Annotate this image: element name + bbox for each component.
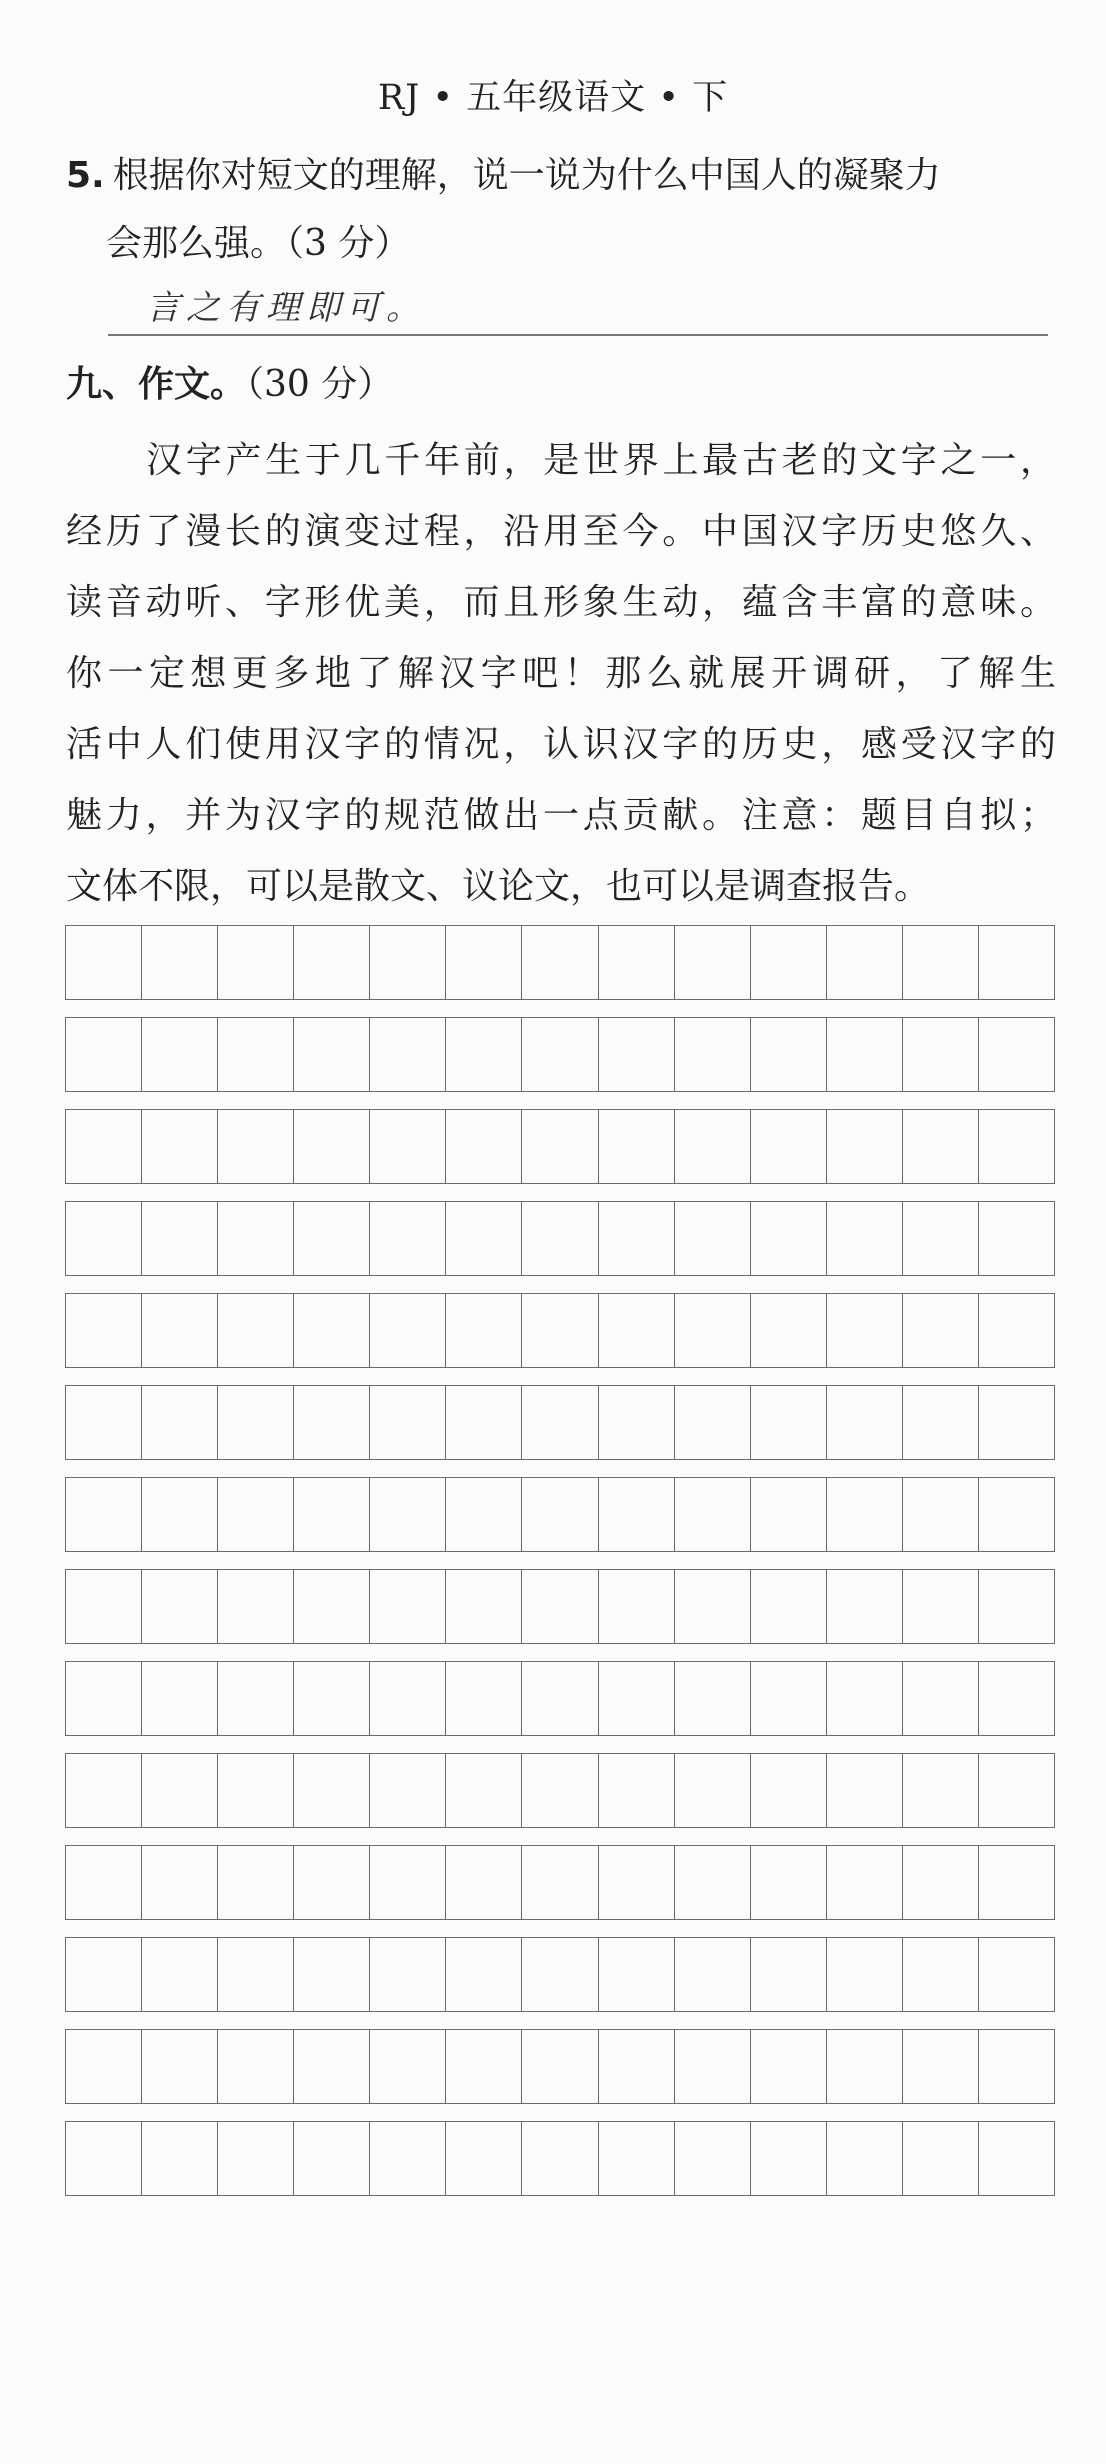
grid-cell[interactable] (903, 1386, 979, 1459)
section-heading (66, 357, 393, 413)
grid-cell[interactable] (370, 926, 446, 999)
grid-cell[interactable] (979, 2122, 1055, 2195)
grid-cell[interactable] (522, 1938, 598, 2011)
grid-cell[interactable] (827, 1938, 903, 2011)
grid-cell[interactable] (827, 1202, 903, 1275)
grid-cell[interactable] (66, 1754, 142, 1827)
grid-row (65, 1385, 1055, 1460)
grid-cell[interactable] (751, 1754, 827, 1827)
grid-cell[interactable] (522, 1754, 598, 1827)
question-text-line-1: 根据你对短文的理解，说一说为什么中国人的凝聚力 (112, 155, 941, 196)
grid-cell[interactable] (599, 2030, 675, 2103)
grid-cell[interactable] (142, 1202, 218, 1275)
prompt-line: 活中人们使用汉字的情况，认识汉字的历史，感受汉字的 (66, 724, 1056, 765)
grid-cell[interactable] (66, 1110, 142, 1183)
grid-cell[interactable] (599, 1846, 675, 1919)
grid-row (65, 1661, 1055, 1736)
grid-cell[interactable] (294, 1662, 370, 1735)
section-points: （30 分） (246, 364, 394, 405)
grid-cell[interactable] (522, 1294, 598, 1367)
grid-cell[interactable] (142, 1386, 218, 1459)
grid-cell[interactable] (751, 1018, 827, 1091)
grid-cell[interactable] (979, 2030, 1055, 2103)
grid-cell[interactable] (675, 1846, 751, 1919)
grid-cell[interactable] (446, 1294, 522, 1367)
grid-cell[interactable] (522, 1018, 598, 1091)
grid-cell[interactable] (751, 1202, 827, 1275)
grid-cell[interactable] (522, 1202, 598, 1275)
grid-cell[interactable] (66, 1662, 142, 1735)
grid-cell[interactable] (751, 1386, 827, 1459)
grid-cell[interactable] (370, 1938, 446, 2011)
grid-cell[interactable] (142, 2122, 218, 2195)
grid-cell[interactable] (751, 1846, 827, 1919)
grid-cell[interactable] (370, 1110, 446, 1183)
grid-cell[interactable] (294, 1386, 370, 1459)
prompt-line: 文体不限，可以是散文、议论文，也可以是调查报告。 (66, 866, 931, 907)
grid-cell[interactable] (979, 1202, 1055, 1275)
grid-row (65, 1753, 1055, 1828)
grid-cell[interactable] (142, 1110, 218, 1183)
grid-cell[interactable] (675, 1202, 751, 1275)
grid-cell[interactable] (66, 2030, 142, 2103)
grid-row (65, 1937, 1055, 2012)
answer-underline (108, 334, 1048, 336)
grid-cell[interactable] (903, 926, 979, 999)
grid-cell[interactable] (294, 1478, 370, 1551)
grid-cell[interactable] (218, 1294, 294, 1367)
grid-cell[interactable] (446, 1938, 522, 2011)
grid-cell[interactable] (599, 1938, 675, 2011)
grid-cell[interactable] (903, 1662, 979, 1735)
grid-cell[interactable] (827, 1386, 903, 1459)
grid-cell[interactable] (294, 1294, 370, 1367)
grid-cell[interactable] (903, 1570, 979, 1643)
grid-cell[interactable] (903, 1018, 979, 1091)
grid-cell[interactable] (599, 1018, 675, 1091)
grid-row (65, 1017, 1055, 1092)
grid-cell[interactable] (66, 2122, 142, 2195)
grid-row (65, 925, 1055, 1000)
grid-cell[interactable] (142, 1938, 218, 2011)
grid-cell[interactable] (827, 1110, 903, 1183)
writing-grid (65, 925, 1055, 2196)
grid-cell[interactable] (446, 2122, 522, 2195)
grid-cell[interactable] (66, 1570, 142, 1643)
page-header: RJ • 五年级语文 • 下 (377, 78, 729, 118)
grid-cell[interactable] (827, 1754, 903, 1827)
grid-row (65, 2029, 1055, 2104)
grid-cell[interactable] (903, 1846, 979, 1919)
grid-cell[interactable] (446, 1846, 522, 1919)
grid-cell[interactable] (751, 1110, 827, 1183)
grid-cell[interactable] (599, 1754, 675, 1827)
grid-cell[interactable] (446, 926, 522, 999)
grid-cell[interactable] (218, 926, 294, 999)
grid-row (65, 2121, 1055, 2196)
grid-cell[interactable] (827, 1662, 903, 1735)
grid-cell[interactable] (142, 1294, 218, 1367)
grid-cell[interactable] (218, 1386, 294, 1459)
grid-cell[interactable] (979, 1754, 1055, 1827)
grid-cell[interactable] (599, 1478, 675, 1551)
grid-cell[interactable] (142, 1846, 218, 1919)
grid-cell[interactable] (675, 1570, 751, 1643)
prompt-line: 读音动听、字形优美，而且形象生动，蕴含丰富的意味。 (66, 582, 1056, 623)
grid-cell[interactable] (370, 1662, 446, 1735)
grid-row (65, 1477, 1055, 1552)
grid-cell[interactable] (675, 1110, 751, 1183)
grid-cell[interactable] (446, 1018, 522, 1091)
prompt-line: 魅力，并为汉字的规范做出一点贡献。注意：题目自拟； (66, 795, 1056, 836)
grid-cell[interactable] (218, 1846, 294, 1919)
grid-cell[interactable] (599, 1202, 675, 1275)
grid-cell[interactable] (599, 926, 675, 999)
grid-cell[interactable] (979, 1386, 1055, 1459)
section-title: 九、作文。 (66, 364, 247, 405)
prompt-line: 经历了漫长的演变过程，沿用至今。中国汉字历史悠久、 (66, 511, 1056, 552)
grid-cell[interactable] (827, 1478, 903, 1551)
grid-cell[interactable] (446, 1570, 522, 1643)
grid-cell[interactable] (370, 2030, 446, 2103)
grid-cell[interactable] (218, 1018, 294, 1091)
grid-cell[interactable] (751, 926, 827, 999)
grid-cell[interactable] (370, 1754, 446, 1827)
grid-cell[interactable] (827, 1018, 903, 1091)
grid-cell[interactable] (66, 1386, 142, 1459)
grid-cell[interactable] (294, 1110, 370, 1183)
grid-cell[interactable] (903, 1478, 979, 1551)
grid-cell[interactable] (522, 926, 598, 999)
grid-cell[interactable] (903, 1202, 979, 1275)
grid-cell[interactable] (675, 1938, 751, 2011)
grid-row (65, 1201, 1055, 1276)
grid-row (65, 1569, 1055, 1644)
grid-cell[interactable] (979, 1110, 1055, 1183)
grid-cell[interactable] (142, 926, 218, 999)
grid-cell[interactable] (751, 2122, 827, 2195)
grid-cell[interactable] (522, 1386, 598, 1459)
grid-cell[interactable] (522, 1478, 598, 1551)
grid-cell[interactable] (370, 2122, 446, 2195)
grid-cell[interactable] (522, 2122, 598, 2195)
grid-cell[interactable] (294, 1846, 370, 1919)
grid-cell[interactable] (294, 926, 370, 999)
grid-cell[interactable] (370, 1202, 446, 1275)
grid-cell[interactable] (446, 1202, 522, 1275)
grid-cell[interactable] (66, 1202, 142, 1275)
grid-cell[interactable] (675, 2030, 751, 2103)
grid-cell[interactable] (66, 1018, 142, 1091)
grid-row (65, 1845, 1055, 1920)
grid-cell[interactable] (599, 1386, 675, 1459)
grid-cell[interactable] (903, 1754, 979, 1827)
grid-cell[interactable] (370, 1294, 446, 1367)
grid-cell[interactable] (903, 2030, 979, 2103)
grid-cell[interactable] (370, 1478, 446, 1551)
grid-cell[interactable] (446, 1386, 522, 1459)
grid-cell[interactable] (599, 1662, 675, 1735)
grid-cell[interactable] (827, 1846, 903, 1919)
question-text-line-2: 会那么强。（3 分） (106, 223, 411, 264)
grid-cell[interactable] (522, 1570, 598, 1643)
grid-cell[interactable] (446, 1478, 522, 1551)
grid-cell[interactable] (218, 1570, 294, 1643)
grid-cell[interactable] (66, 1846, 142, 1919)
grid-cell[interactable] (370, 1846, 446, 1919)
grid-cell[interactable] (218, 2030, 294, 2103)
grid-cell[interactable] (294, 1202, 370, 1275)
grid-cell[interactable] (979, 1846, 1055, 1919)
grid-cell[interactable] (979, 1938, 1055, 2011)
grid-cell[interactable] (751, 1294, 827, 1367)
grid-cell[interactable] (522, 1110, 598, 1183)
grid-cell[interactable] (675, 1018, 751, 1091)
grid-cell[interactable] (675, 2122, 751, 2195)
grid-cell[interactable] (751, 1570, 827, 1643)
grid-cell[interactable] (218, 1754, 294, 1827)
question-5 (66, 144, 1056, 208)
grid-cell[interactable] (827, 1570, 903, 1643)
grid-cell[interactable] (979, 1018, 1055, 1091)
grid-cell[interactable] (218, 1478, 294, 1551)
grid-cell[interactable] (294, 1570, 370, 1643)
grid-cell[interactable] (979, 1294, 1055, 1367)
grid-cell[interactable] (522, 2030, 598, 2103)
grid-cell[interactable] (827, 926, 903, 999)
question-number: 5. (66, 155, 105, 196)
grid-cell[interactable] (675, 1662, 751, 1735)
grid-cell[interactable] (446, 1110, 522, 1183)
grid-cell[interactable] (675, 1386, 751, 1459)
grid-cell[interactable] (370, 1570, 446, 1643)
grid-cell[interactable] (827, 2122, 903, 2195)
grid-cell[interactable] (903, 1294, 979, 1367)
grid-cell[interactable] (599, 1570, 675, 1643)
grid-cell[interactable] (903, 1938, 979, 2011)
grid-cell[interactable] (294, 1018, 370, 1091)
grid-cell[interactable] (66, 926, 142, 999)
grid-cell[interactable] (218, 1938, 294, 2011)
grid-cell[interactable] (294, 1938, 370, 2011)
grid-cell[interactable] (522, 1846, 598, 1919)
grid-cell[interactable] (218, 1110, 294, 1183)
grid-cell[interactable] (979, 1478, 1055, 1551)
grid-cell[interactable] (142, 1754, 218, 1827)
grid-cell[interactable] (294, 1754, 370, 1827)
grid-cell[interactable] (751, 1662, 827, 1735)
grid-cell[interactable] (142, 2030, 218, 2103)
grid-cell[interactable] (599, 1294, 675, 1367)
essay-prompt (66, 425, 1056, 922)
grid-cell[interactable] (675, 1478, 751, 1551)
grid-cell[interactable] (675, 1754, 751, 1827)
grid-cell[interactable] (446, 1754, 522, 1827)
grid-cell[interactable] (979, 1570, 1055, 1643)
grid-cell[interactable] (446, 1662, 522, 1735)
grid-cell[interactable] (218, 1202, 294, 1275)
grid-cell[interactable] (218, 1662, 294, 1735)
grid-cell[interactable] (370, 1386, 446, 1459)
grid-cell[interactable] (599, 1110, 675, 1183)
grid-cell[interactable] (294, 2122, 370, 2195)
grid-cell[interactable] (827, 1294, 903, 1367)
grid-row (65, 1293, 1055, 1368)
grid-cell[interactable] (751, 2030, 827, 2103)
grid-cell[interactable] (979, 1662, 1055, 1735)
grid-cell[interactable] (522, 1662, 598, 1735)
grid-cell[interactable] (142, 1662, 218, 1735)
grid-cell[interactable] (599, 2122, 675, 2195)
prompt-line: 你一定想更多地了解汉字吧！那么就展开调研，了解生 (66, 653, 1056, 694)
grid-cell[interactable] (370, 1018, 446, 1091)
grid-cell[interactable] (903, 1110, 979, 1183)
grid-cell[interactable] (66, 1294, 142, 1367)
grid-cell[interactable] (979, 926, 1055, 999)
grid-cell[interactable] (142, 1570, 218, 1643)
grid-cell[interactable] (66, 1938, 142, 2011)
grid-cell[interactable] (66, 1478, 142, 1551)
grid-cell[interactable] (218, 2122, 294, 2195)
grid-cell[interactable] (142, 1478, 218, 1551)
grid-cell[interactable] (827, 2030, 903, 2103)
grid-cell[interactable] (446, 2030, 522, 2103)
grid-cell[interactable] (142, 1018, 218, 1091)
grid-cell[interactable] (675, 926, 751, 999)
prompt-line: 汉字产生于几千年前，是世界上最古老的文字之一， (146, 440, 1056, 481)
grid-cell[interactable] (751, 1938, 827, 2011)
grid-cell[interactable] (903, 2122, 979, 2195)
grid-row (65, 1109, 1055, 1184)
grid-cell[interactable] (294, 2030, 370, 2103)
grid-cell[interactable] (675, 1294, 751, 1367)
handwritten-answer[interactable]: 言之有理即可。 (146, 288, 426, 328)
grid-cell[interactable] (751, 1478, 827, 1551)
